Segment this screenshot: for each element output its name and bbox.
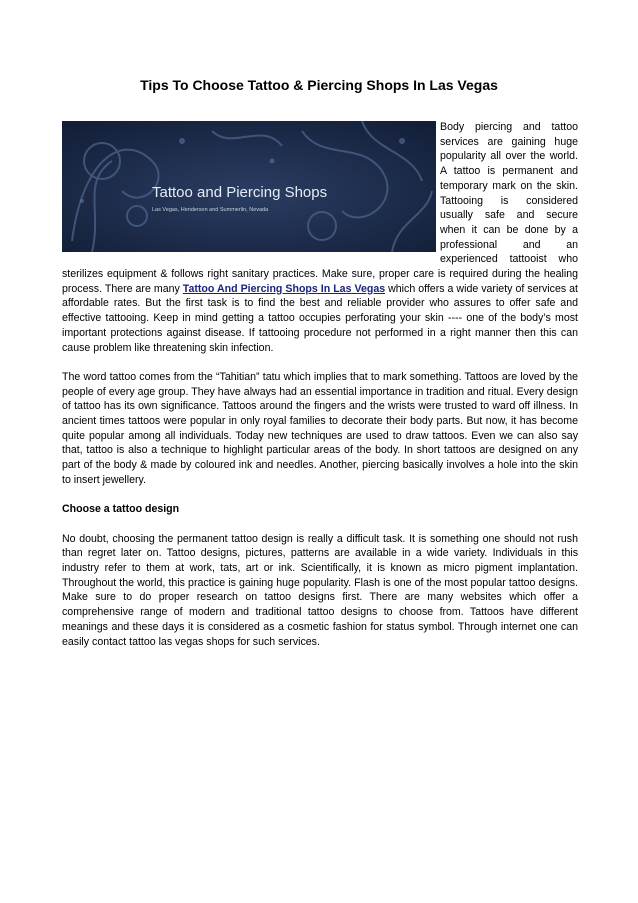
paragraph-intro-text-2: which offers a wide variety of services at affordable rates. But the first task is to find the best and reliable provider who assures to offer safe and effective tattooing. Keep in mind getting a tattoo occupies perforating your skin ---- one of the body’s most important protections against disease. If tattooing procedure not performed in a right manner then this can cause problem like threatening skin infection. bbox=[62, 282, 578, 354]
paragraph-design: No doubt, choosing the permanent tattoo design is really a difficult task. It is something one should not rush than regret later on. Tattoo designs, pictures, patterns are available in a wide variety. Individuals in this industry refer to them at work, tats, art or ink. Scientifically, it is known as micro pigment implantation. Throughout the world, this practice is gaining huge popularity. Flash is one of the most popular tattoo designs. Make sure to do proper research on tattoo designs first. There are many websites which offer a comprehensive range of modern and traditional tattoo designs to choose from. Tattoos have different meanings and these days it is considered as a cosmetic fashion for status symbol. Through internet one can easily contact tattoo las vegas shops for such services. bbox=[62, 532, 578, 648]
document-title: Tips To Choose Tattoo & Piercing Shops In Las Vegas bbox=[140, 77, 498, 93]
document-body bbox=[62, 120, 578, 664]
paragraph-history: The word tattoo comes from the “Tahitian” tatu which implies that to mark something. Tattoos are loved by the people of every age group. They have always had an essential importance in tradition and ritual. Every design of tattoo has its own significance. Tattoos around the fingers and the wrists were trusted to ward off illness. In ancient times tattoos were popular in only royal families to decorate their body parts. But now, it has become quite popular among all individuals. Today new techniques are used to draw tattoos. Even we can also say that, tattoo is also a technique to highlight particular areas of the body. In short tattoos are designed on any part of the body & made by coloured ink and needles. Another, piercing basically involves a hole into the skin to insert jewellery. bbox=[62, 370, 578, 486]
banner-subtitle: Las Vegas, Henderson and Summerlin, Nevada bbox=[152, 207, 269, 213]
section-heading: Choose a tattoo design bbox=[62, 503, 180, 516]
image-spacer bbox=[62, 120, 440, 253]
paragraph-intro-text-1: Body piercing and tattoo services are gaining huge popularity all over the world. A tattoo is permanent and temporary mark on the skin. Tattooing is considered usually safe and secure when it can be done by a professional and an experienced tattooist who sterilizes equipment & follows right sanitary practices. Make sure, proper care is required during the healing process. There are many bbox=[62, 121, 578, 295]
shops-link[interactable]: Tattoo And Piercing Shops In Las Vegas bbox=[182, 282, 386, 295]
banner-title: Tattoo and Piercing Shops bbox=[152, 184, 328, 201]
